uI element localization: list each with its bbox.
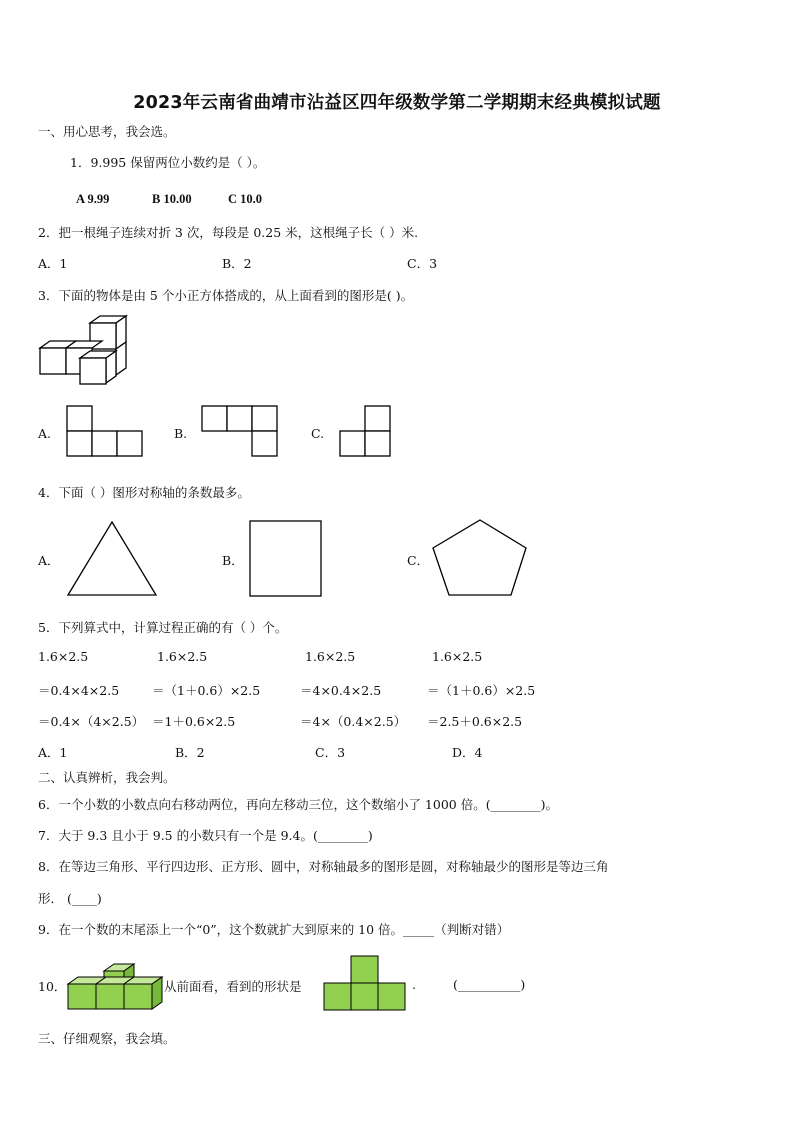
q5-col1-line2: ＝0.4×4×2.5: [38, 683, 120, 698]
question-7: 7．大于 9.3 且小于 9.5 的小数只有一个是 9.4。(________): [38, 828, 373, 843]
q4-square-figure: [249, 520, 323, 598]
section-heading-2: 二、认真辨析，我会判。: [38, 770, 176, 785]
q10-front-view-figure: [322, 955, 408, 1013]
q2-option-b: B．2: [222, 256, 252, 271]
question-9: 9．在一个数的末尾添上一个“0”，这个数就扩大到原来的 10 倍。_____（判断对错）: [38, 922, 510, 937]
q10-question-text: 从前面看，看到的形状是: [164, 979, 302, 994]
q5-col4-line1: 1.6×2.5: [432, 649, 483, 664]
q5-col3-line2: ＝4×0.4×2.5: [300, 683, 382, 698]
q5-option-a: A．1: [38, 745, 68, 760]
q5-col2-line1: 1.6×2.5: [157, 649, 208, 664]
section-heading-3: 三、仔细观察，我会填。: [38, 1031, 176, 1046]
q5-col4-line3: ＝2.5＋0.6×2.5: [427, 714, 523, 729]
q2-option-a: A．1: [38, 256, 68, 271]
q4-triangle-figure: [66, 520, 158, 598]
q3-option-a-label: A.: [38, 426, 52, 441]
q5-col1-line3: ＝0.4×（4×2.5）: [38, 714, 145, 729]
question-2-stem: 2．把一根绳子连续对折 3 次，每段是 0.25 米，这根绳子长（ ）米.: [38, 225, 419, 240]
q3-option-b-figure: [201, 405, 279, 459]
question-10-number: 10．: [38, 979, 67, 994]
q4-option-a-label: A．: [38, 553, 60, 568]
q3-option-c-figure: [339, 405, 393, 459]
q3-option-b-label: B.: [174, 426, 188, 441]
q3-cube-figure: [38, 312, 130, 388]
q3-option-c-label: C.: [311, 426, 325, 441]
q10-period: .: [412, 977, 416, 992]
q1-option-b: B 10.00: [152, 192, 192, 206]
q5-col2-line2: ＝（1＋0.6）×2.5: [152, 683, 261, 698]
q2-option-c: C．3: [407, 256, 438, 271]
q5-col1-line1: 1.6×2.5: [38, 649, 89, 664]
q5-col3-line1: 1.6×2.5: [305, 649, 356, 664]
section-heading-1: 一、用心思考，我会选。: [38, 124, 176, 139]
question-4-stem: 4．下面（ ）图形对称轴的条数最多。: [38, 485, 250, 500]
q4-pentagon-figure: [431, 518, 529, 598]
q5-option-d: D．4: [452, 745, 483, 760]
question-1-stem: 1．9.995 保留两位小数约是（ ）。: [70, 155, 266, 170]
question-5-stem: 5．下列算式中，计算过程正确的有（ ）个。: [38, 620, 288, 635]
question-3-stem: 3．下面的物体是由 5 个小正方体搭成的，从上面看到的图形是( )。: [38, 288, 414, 303]
q3-option-a-figure: [66, 405, 144, 457]
q10-green-cubes-figure: [66, 961, 164, 1011]
q5-option-c: C．3: [315, 745, 346, 760]
question-8-line2: 形． (____): [38, 891, 102, 906]
q4-option-c-label: C．: [407, 553, 430, 568]
question-6: 6．一个小数的小数点向右移动两位，再向左移动三位，这个数缩小了 1000 倍。(________)。: [38, 797, 558, 812]
q10-answer-blank[interactable]: (__________): [453, 977, 526, 992]
q1-option-c: C 10.0: [228, 192, 263, 206]
q5-col3-line3: ＝4×（0.4×2.5）: [300, 714, 407, 729]
q5-col4-line2: ＝（1＋0.6）×2.5: [427, 683, 536, 698]
question-8-line1: 8．在等边三角形、平行四边形、正方形、圆中，对称轴最多的图形是圆，对称轴最少的图形是等边三角: [38, 859, 609, 874]
q1-option-a: A 9.99: [76, 192, 110, 206]
q5-option-b: B．2: [175, 745, 205, 760]
q4-option-b-label: B．: [222, 553, 244, 568]
q5-col2-line3: ＝1＋0.6×2.5: [152, 714, 236, 729]
page-title: 2023年云南省曲靖市沾益区四年级数学第二学期期末经典模拟试题: [133, 93, 661, 113]
